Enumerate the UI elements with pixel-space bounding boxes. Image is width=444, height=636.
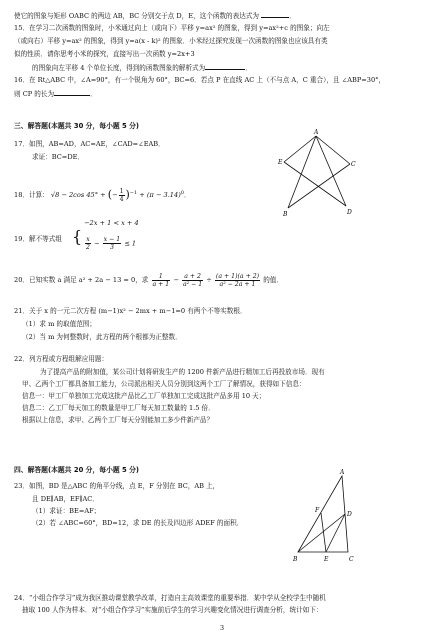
q22-para2: 甲、乙两个工厂都具备加工能力，公司派出相关人员分别到这两个工厂了解情况，获得如下信息： [22,380,306,388]
q23-given: 且 DE∥AB，EF∥AC． [32,495,99,503]
line-14-continued: 使它的图象与矩形 OABC 的两边 AB，BC 分别交于点 D，E，这个函数的表达式为 ． [14,12,296,20]
fig23-label-D: D [347,511,352,518]
section-3-heading: 三、解答题(本题共 30 分，每小题 5 分) [14,122,140,130]
fig23-label-C: C [349,556,354,563]
q22-para1: 为了提高产品的附加值，某公司计划将研发生产的 1200 件新产品进行精加工后再投放市场．现有 [40,368,325,376]
page-number: 3 [220,624,225,632]
fig23-label-F: F [315,507,320,514]
figure-23-triangle [290,468,360,564]
q16-line1: 16．在 Rt△ABC 中，∠A=90°，有一个锐角为 60°，BC=6．若点 P 在直线 AC 上（不与点 A，C 重合），且 ∠ABP=30°， [14,76,386,84]
q17-text: 17．如图，AB=AD，AC=AE，∠CAD=∠EAB． [14,140,165,148]
q19-ineq2: $\frac{x}{2}$ − $\frac{x - 1}{3}$ ≤ 1 [86,236,137,251]
q21-text: 21．关于 x 的一元二次方程 (m−1)x² − 2mx + m−1=0 有两个不等实数根． [14,307,247,315]
fig17-label-E: E [278,159,283,166]
q19-brace: { [72,227,83,246]
fig17-label-D: D [347,209,352,216]
q22-info1: 信息一：甲工厂单独加工完成这批产品比乙工厂单独加工完成这批产品多用 10 天； [22,392,266,400]
answer-blank-15[interactable] [205,63,245,70]
fig17-label-A: A [314,129,319,136]
q22-info2: 信息二：乙工厂每天加工的数量是甲工厂每天加工数量的 1.5 倍． [22,404,215,412]
q24-line2: 抽取 100 人作为样本．对“小组合作学习”实施前后学生的学习兴趣变化情况进行调查分析，统计如下： [22,606,323,614]
section-4-heading: 四、解答题(本题共 20 分，每小题 5 分) [14,466,140,474]
q20-text: 20．已知实数 a 满足 a² + 2a − 13 = 0，求 $\frac{1}{a + 1}$ − $\frac{a + 2}{\text{a² − 1}}$ ÷ $\frac{(a + 1)(a + 2)}{\text{a² − 2a + 1}}$ 的值． [14,272,283,288]
q16-line2: 则 CP 的长为 ． [14,90,97,98]
q15-line4: 的图象向左平移 4 个单位长度，得到的函数图象的解析式为 ． [32,64,252,72]
fig17-label-C: C [351,161,356,168]
q18-expr-part1: √8 − 2cos 45° + [50,191,108,200]
answer-blank-14[interactable] [261,11,289,18]
q23-text: 23．如图，BD 是△ABC 的角平分线，点 E，F 分别在 BC，AB 上， [14,482,220,490]
q23-part1: （1）求证：BE=AF； [32,507,101,515]
fig23-label-E: E [324,556,329,563]
fig17-label-B: B [283,211,288,218]
q19-text: 19．解不等式组 [14,235,62,243]
q22-text: 22．列方程或方程组解应用题： [14,355,109,363]
q21-part1: （1）求 m 的取值范围； [22,320,96,328]
q21-part2: （2）当 m 为何整数时，此方程的两个根都为正整数． [22,333,182,341]
q23-part2: （2）若 ∠ABC=60°，BD=12，求 DE 的长及四边形 ADEF 的面积． [32,519,244,527]
q22-question: 根据以上信息，求甲、乙两个工厂每天分别能加工多少件新产品？ [22,416,214,424]
figure-17-star [276,128,356,218]
q17-prove: 求证：BC=DE． [32,153,85,161]
q18-text: 18．计算： √8 − 2cos 45° + (− $\frac{1}{4}$ )$^{-1} + (\pi - 3.14)^0$． [14,187,191,203]
q18-fraction: $\frac{1}{4}$ [119,187,124,203]
q19-ineq1: −2x + 1 < x + 4 [84,219,139,227]
fig23-label-A: A [340,469,345,476]
q24-line1: 24．“小组合作学习”成为我区推动课堂教学改革，打造自主高效课堂的重要举措．某中学从全校学生中随机 [14,594,326,602]
q15-line1: 15．在学习二次函数的图象时，小米通过向上（或向下）平移 y=ax² 的图象，得到 y=ax²+c 的图象；向左 [14,24,330,32]
answer-blank-16[interactable] [54,89,90,96]
q15-line2: （或向右）平移 y=ax² 的图象，得到 y=a(x - k)² 的图象．小米经过探究发现一次函数的图象也应该具有类 [14,37,328,45]
fig23-label-B: B [293,556,298,563]
q15-line3: 似的性质．请你思考小米的探究，直接写出一次函数 y=2x+3 [14,50,195,58]
